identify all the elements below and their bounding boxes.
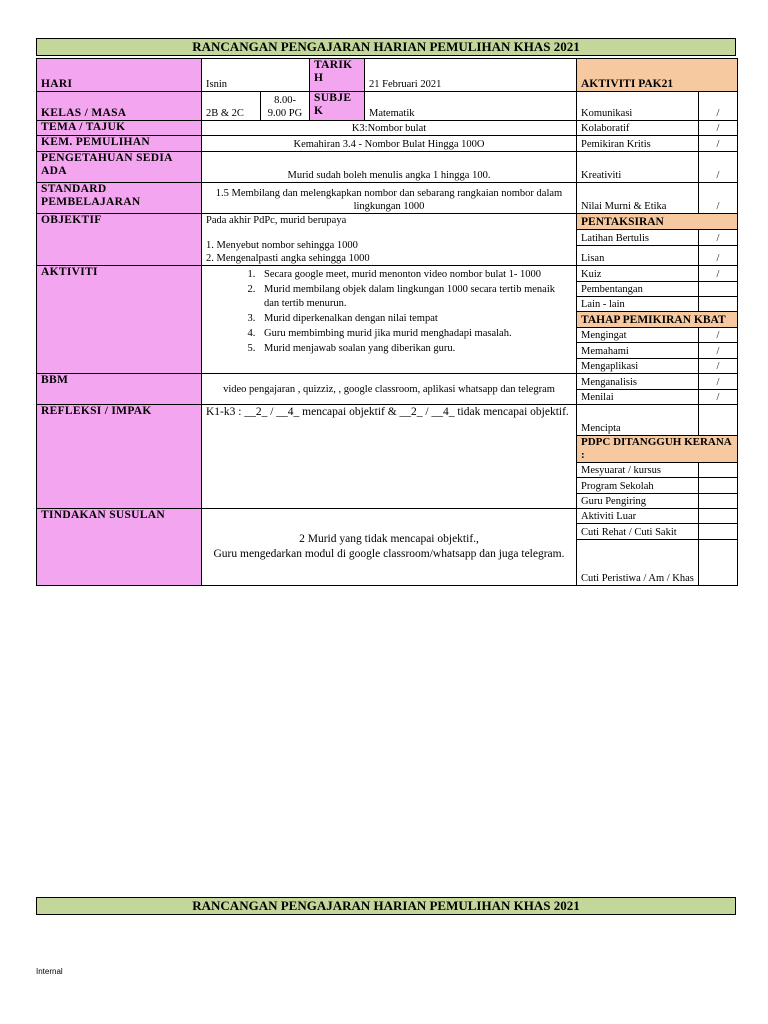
kbat-item: Mengaplikasi <box>577 359 699 374</box>
value-tarikh: 21 Februari 2021 <box>365 59 577 92</box>
kbat-mark: / <box>699 390 738 405</box>
pak21-item: Nilai Murni & Etika <box>577 183 699 214</box>
pak21-mark: / <box>699 121 738 136</box>
label-bbm: BBM <box>37 374 202 405</box>
value-masa: 8.00-9.00 PG <box>261 92 310 121</box>
value-subjek: Matematik <box>365 92 577 121</box>
label-tema: TEMA / TAJUK <box>37 121 202 136</box>
pentaksiran-item: Latihan Bertulis <box>577 230 699 246</box>
pak21-header: AKTIVITI PAK21 <box>577 59 738 92</box>
kbat-item: Mengingat <box>577 328 699 343</box>
pdpc-item: Guru Pengiring <box>577 494 699 509</box>
value-bbm: video pengajaran , quizziz, , google classroom, aplikasi whatsapp dan telegram <box>202 374 577 405</box>
pentaksiran-mark: / <box>699 266 738 282</box>
value-standard: 1.5 Membilang dan melengkapkan nombor dan sebarang rangkaian nombor dalam lingkungan 1000 <box>202 183 577 214</box>
label-tindakan: TINDAKAN SUSULAN <box>37 509 202 586</box>
kbat-header: TAHAP PEMIKIRAN KBAT <box>577 312 738 328</box>
kbat-item: Mencipta <box>577 405 699 436</box>
pentaksiran-item: Kuiz <box>577 266 699 282</box>
label-tarikh: TARIK H <box>310 59 365 92</box>
value-tindakan <box>202 509 577 586</box>
pak21-mark: / <box>699 183 738 214</box>
kbat-item: Menilai <box>577 390 699 405</box>
value-hari: Isnin <box>202 59 310 92</box>
pak21-mark: / <box>699 152 738 183</box>
label-aktiviti: AKTIVITI <box>37 266 202 374</box>
aktiviti-item: 5. Murid menjawab soalan yang diberikan guru. <box>258 342 572 356</box>
label-kem: KEM. PEMULIHAN <box>37 136 202 152</box>
kbat-mark: / <box>699 374 738 390</box>
aktiviti-list <box>206 268 572 356</box>
pak21-mark: / <box>699 92 738 121</box>
aktiviti-item: 2. Murid membilang objek dalam lingkungan 1000 secara tertib menaik dan tertib menurun. <box>258 283 572 311</box>
value-pengetahuan: Murid sudah boleh menulis angka 1 hingga 100. <box>202 152 577 183</box>
pdpc-item: Cuti Rehat / Cuti Sakit <box>577 524 699 540</box>
label-pengetahuan: PENGETAHUAN SEDIA ADA <box>37 152 202 183</box>
pentaksiran-mark: / <box>699 230 738 246</box>
pdpc-item: Mesyuarat / kursus <box>577 463 699 478</box>
value-aktiviti <box>202 266 577 374</box>
tindakan-line: 2 Murid yang tidak mencapai objektif., <box>299 533 479 545</box>
pdpc-mark <box>699 494 738 509</box>
pdpc-mark <box>699 509 738 524</box>
kbat-mark <box>699 405 738 436</box>
value-objektif <box>202 214 577 266</box>
pentaksiran-header: PENTAKSIRAN <box>577 214 738 230</box>
value-refleksi: K1-k3 : __2_ / __4_ mencapai objektif & __2_ / __4_ tidak mencapai objektif. <box>202 405 577 509</box>
lesson-plan-table <box>36 58 738 586</box>
kbat-item: Menganalisis <box>577 374 699 390</box>
objektif-item: 2. Mengenalpasti angka sehingga 1000 <box>206 253 370 264</box>
kbat-mark: / <box>699 328 738 343</box>
value-kem: Kemahiran 3.4 - Nombor Bulat Hingga 100O <box>202 136 577 152</box>
pdpc-mark <box>699 478 738 494</box>
pdpc-mark <box>699 540 738 586</box>
pentaksiran-item: Lisan <box>577 246 699 266</box>
pdpc-mark <box>699 524 738 540</box>
pdpc-item: Cuti Peristiwa / Am / Khas <box>577 540 699 586</box>
kbat-mark: / <box>699 359 738 374</box>
pentaksiran-mark <box>699 297 738 312</box>
label-subjek: SUBJE K <box>310 92 365 121</box>
pdpc-item: Program Sekolah <box>577 478 699 494</box>
pak21-mark: / <box>699 136 738 152</box>
label-standard: STANDARD PEMBELAJARAN <box>37 183 202 214</box>
pdpc-item: Aktiviti Luar <box>577 509 699 524</box>
pak21-item: Pemikiran Kritis <box>577 136 699 152</box>
pentaksiran-mark: / <box>699 246 738 266</box>
pentaksiran-mark <box>699 282 738 297</box>
kbat-mark: / <box>699 343 738 359</box>
label-hari: HARI <box>37 59 202 92</box>
label-refleksi: REFLEKSI / IMPAK <box>37 405 202 509</box>
objektif-item: 1. Menyebut nombor sehingga 1000 <box>206 240 358 251</box>
value-kelas: 2B & 2C <box>202 92 261 121</box>
pdpc-mark <box>699 463 738 478</box>
next-page-title: RANCANGAN PENGAJARAN HARIAN PEMULIHAN KHAS 2021 <box>36 897 736 915</box>
aktiviti-item: 4. Guru membimbing murid jika murid menghadapi masalah. <box>258 327 572 341</box>
pentaksiran-item: Pembentangan <box>577 282 699 297</box>
pdpc-header: PDPC DITANGGUH KERANA : <box>577 436 738 463</box>
kbat-item: Memahami <box>577 343 699 359</box>
aktiviti-item: 3. Murid diperkenalkan dengan nilai tempat <box>258 312 572 326</box>
pentaksiran-item: Lain - lain <box>577 297 699 312</box>
value-tema: K3:Nombor bulat <box>202 121 577 136</box>
tindakan-line: Guru mengedarkan modul di google classroom/whatsapp dan juga telegram. <box>213 548 565 560</box>
label-objektif: OBJEKTIF <box>37 214 202 266</box>
pak21-item: Komunikasi <box>577 92 699 121</box>
objektif-intro: Pada akhir PdPc, murid berupaya <box>206 215 347 226</box>
pak21-item: Kreativiti <box>577 152 699 183</box>
page-title: RANCANGAN PENGAJARAN HARIAN PEMULIHAN KHAS 2021 <box>36 38 736 56</box>
pak21-item: Kolaboratif <box>577 121 699 136</box>
footer-label: Internal <box>36 967 63 976</box>
aktiviti-item: 1. Secara google meet, murid menonton video nombor bulat 1- 1000 <box>258 268 572 282</box>
label-kelas: KELAS / MASA <box>37 92 202 121</box>
